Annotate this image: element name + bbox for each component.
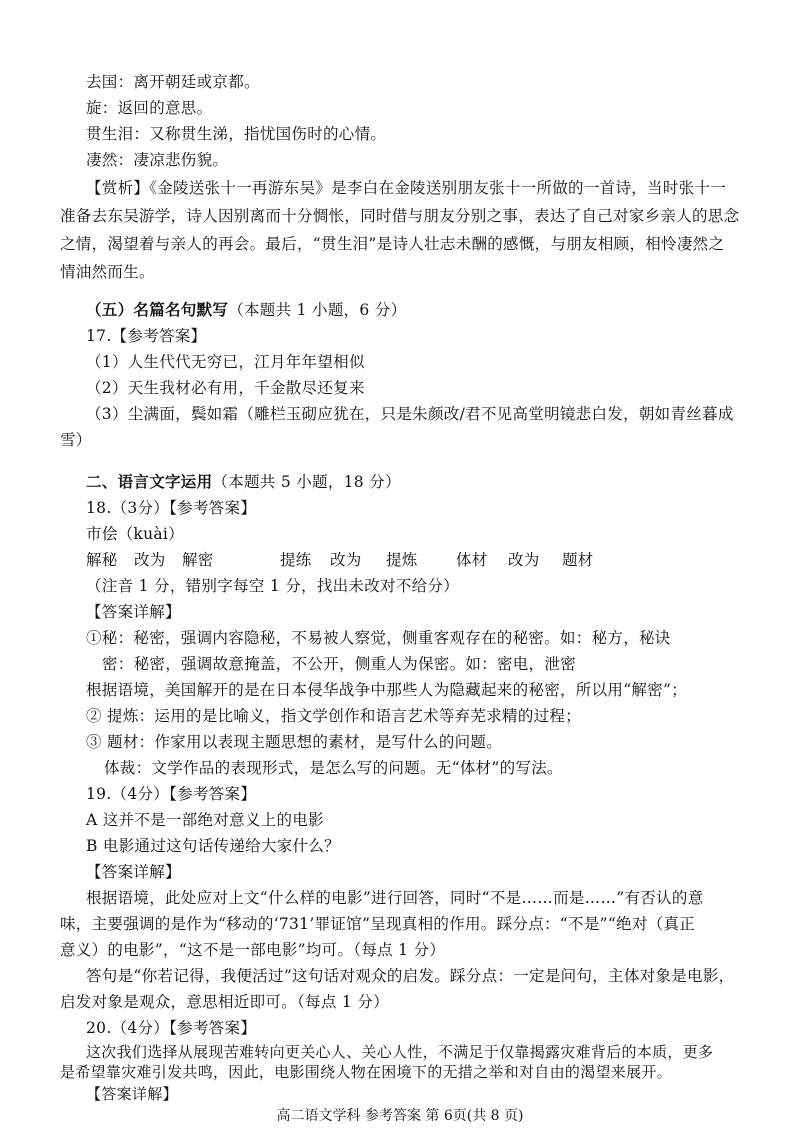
correction-wrong: 体材 (456, 551, 488, 569)
detail-line: 密：秘密，强调故意掩盖，不公开，侧重人为保密。如：密电，泄密 (102, 655, 577, 673)
detail-header: 【答案详解】 (86, 603, 181, 621)
correction-right: 提炼 (386, 551, 418, 569)
note-line: 贯生泪：又称贯生涕，指忧国伤时的心情。 (86, 125, 387, 143)
question-header: 18.（3分）【参考答案】 (86, 499, 257, 517)
section-heading-note: （本题共 1 小题，6 分） (228, 301, 407, 319)
correction-wrong: 解秘 (86, 551, 118, 569)
detail-line: 启发对象是观众，意思相近即可。（每点 1 分） (60, 993, 389, 1011)
answer-line: A 这并不是一部绝对意义上的电影 (86, 811, 324, 829)
detail-header: 【答案详解】 (86, 863, 181, 881)
question-header: 19.（4分）【参考答案】 (86, 785, 257, 803)
correction-arrow: 改为 (330, 551, 362, 569)
answer-line: B 电影通过这句话传递给大家什么？ (86, 837, 340, 855)
question-header: 17.【参考答案】 (86, 327, 207, 345)
scoring-note: （注音 1 分，错别字每空 1 分，找出未改对不给分） (86, 577, 460, 595)
section-heading (86, 300, 406, 320)
note-line: 凄然：凄凉悲伤貌。 (86, 151, 229, 169)
correction-wrong: 提练 (280, 551, 312, 569)
pinyin-answer: 市侩（kuài） (86, 525, 184, 543)
appreciation-line: 准备去东吴游学，诗人因别离而十分惆怅，同时借与朋友分别之事，表达了自己对家乡亲人的思念 (60, 207, 740, 225)
section-heading (86, 472, 401, 492)
detail-line: 体裁：文学作品的表现形式，是怎么写的问题。无“体材”的写法。 (104, 759, 563, 777)
answer-line: （2）天生我材必有用，千金散尽还复来 (86, 379, 365, 397)
appreciation-line: 之情，渴望着与亲人的再会。最后，“贯生泪”是诗人壮志未酬的感慨，与朋友相顾，相怜凄然之 (60, 235, 725, 253)
section-heading-title: 二、语言文字运用 (86, 472, 213, 491)
detail-line: 味，主要强调的是作为“移动的‘731’罪证馆”呈现真相的作用。踩分点：“不是”“绝对（真正 (60, 915, 696, 933)
section-heading-title: （五）名篇名句默写 (86, 300, 229, 319)
appreciation-line: 【赏析】《金陵送张十一再游东吴》是李白在金陵送别朋友张十一所做的一首诗，当时张十一 (86, 179, 727, 197)
detail-line: ② 提炼：运用的是比喻义，指文学创作和语言艺术等弃芜求精的过程； (86, 707, 582, 725)
detail-line: 意义）的电影”，“这不是一部电影”均可。（每点 1 分） (60, 941, 446, 959)
appreciation-line: 情油然而生。 (60, 263, 155, 281)
note-line: 去国：离开朝廷或京都。 (86, 73, 260, 91)
answer-line: 雪） (60, 431, 92, 449)
correction-arrow: 改为 (508, 551, 540, 569)
answer-line: （3）尘满面，鬓如霜（雕栏玉砌应犹在，只是朱颜改/君不见高堂明镜悲白发，朝如青丝暮成 (86, 405, 734, 423)
answer-line: 这次我们选择从展现苦难转向更关心人、关心人性，不满足于仅靠揭露灾难背后的本质，更多 (86, 1043, 714, 1061)
detail-line: ③ 题材：作家用以表现主题思想的素材，是写什么的问题。 (86, 733, 503, 751)
detail-line: 根据语境，美国解开的是在日本侵华战争中那些人为隐藏起来的秘密，所以用“解密”； (86, 681, 688, 699)
detail-line: 答句是“你若记得，我便活过”这句话对观众的启发。踩分点：一定是问句，主体对象是电影， (86, 967, 735, 985)
correction-right: 解密 (182, 551, 214, 569)
question-header: 20.（4分）【参考答案】 (86, 1019, 257, 1037)
section-heading-note: （本题共 5 小题，18 分） (212, 473, 401, 491)
note-line: 旋：返回的意思。 (86, 99, 213, 117)
answer-line: （1）人生代代无穷已，江月年年望相似 (86, 353, 365, 371)
page-footer: 高二语文学科 参考答案 第 6页(共 8 页) (276, 1108, 524, 1124)
answer-line: 是希望靠灾难引发共鸣，因此，电影围绕人物在困境下的无措之举和对自由的渴望来展开。 (60, 1063, 673, 1081)
correction-right: 题材 (562, 551, 594, 569)
detail-line: ①秘：秘密，强调内容隐秘，不易被人察觉，侧重客观存在的秘密。如：秘方，秘诀 (86, 629, 671, 647)
detail-line: 根据语境，此处应对上文“什么样的电影”进行回答，同时“不是……而是……”有否认的意 (86, 889, 704, 907)
correction-arrow: 改为 (134, 551, 166, 569)
detail-header: 【答案详解】 (86, 1085, 178, 1103)
